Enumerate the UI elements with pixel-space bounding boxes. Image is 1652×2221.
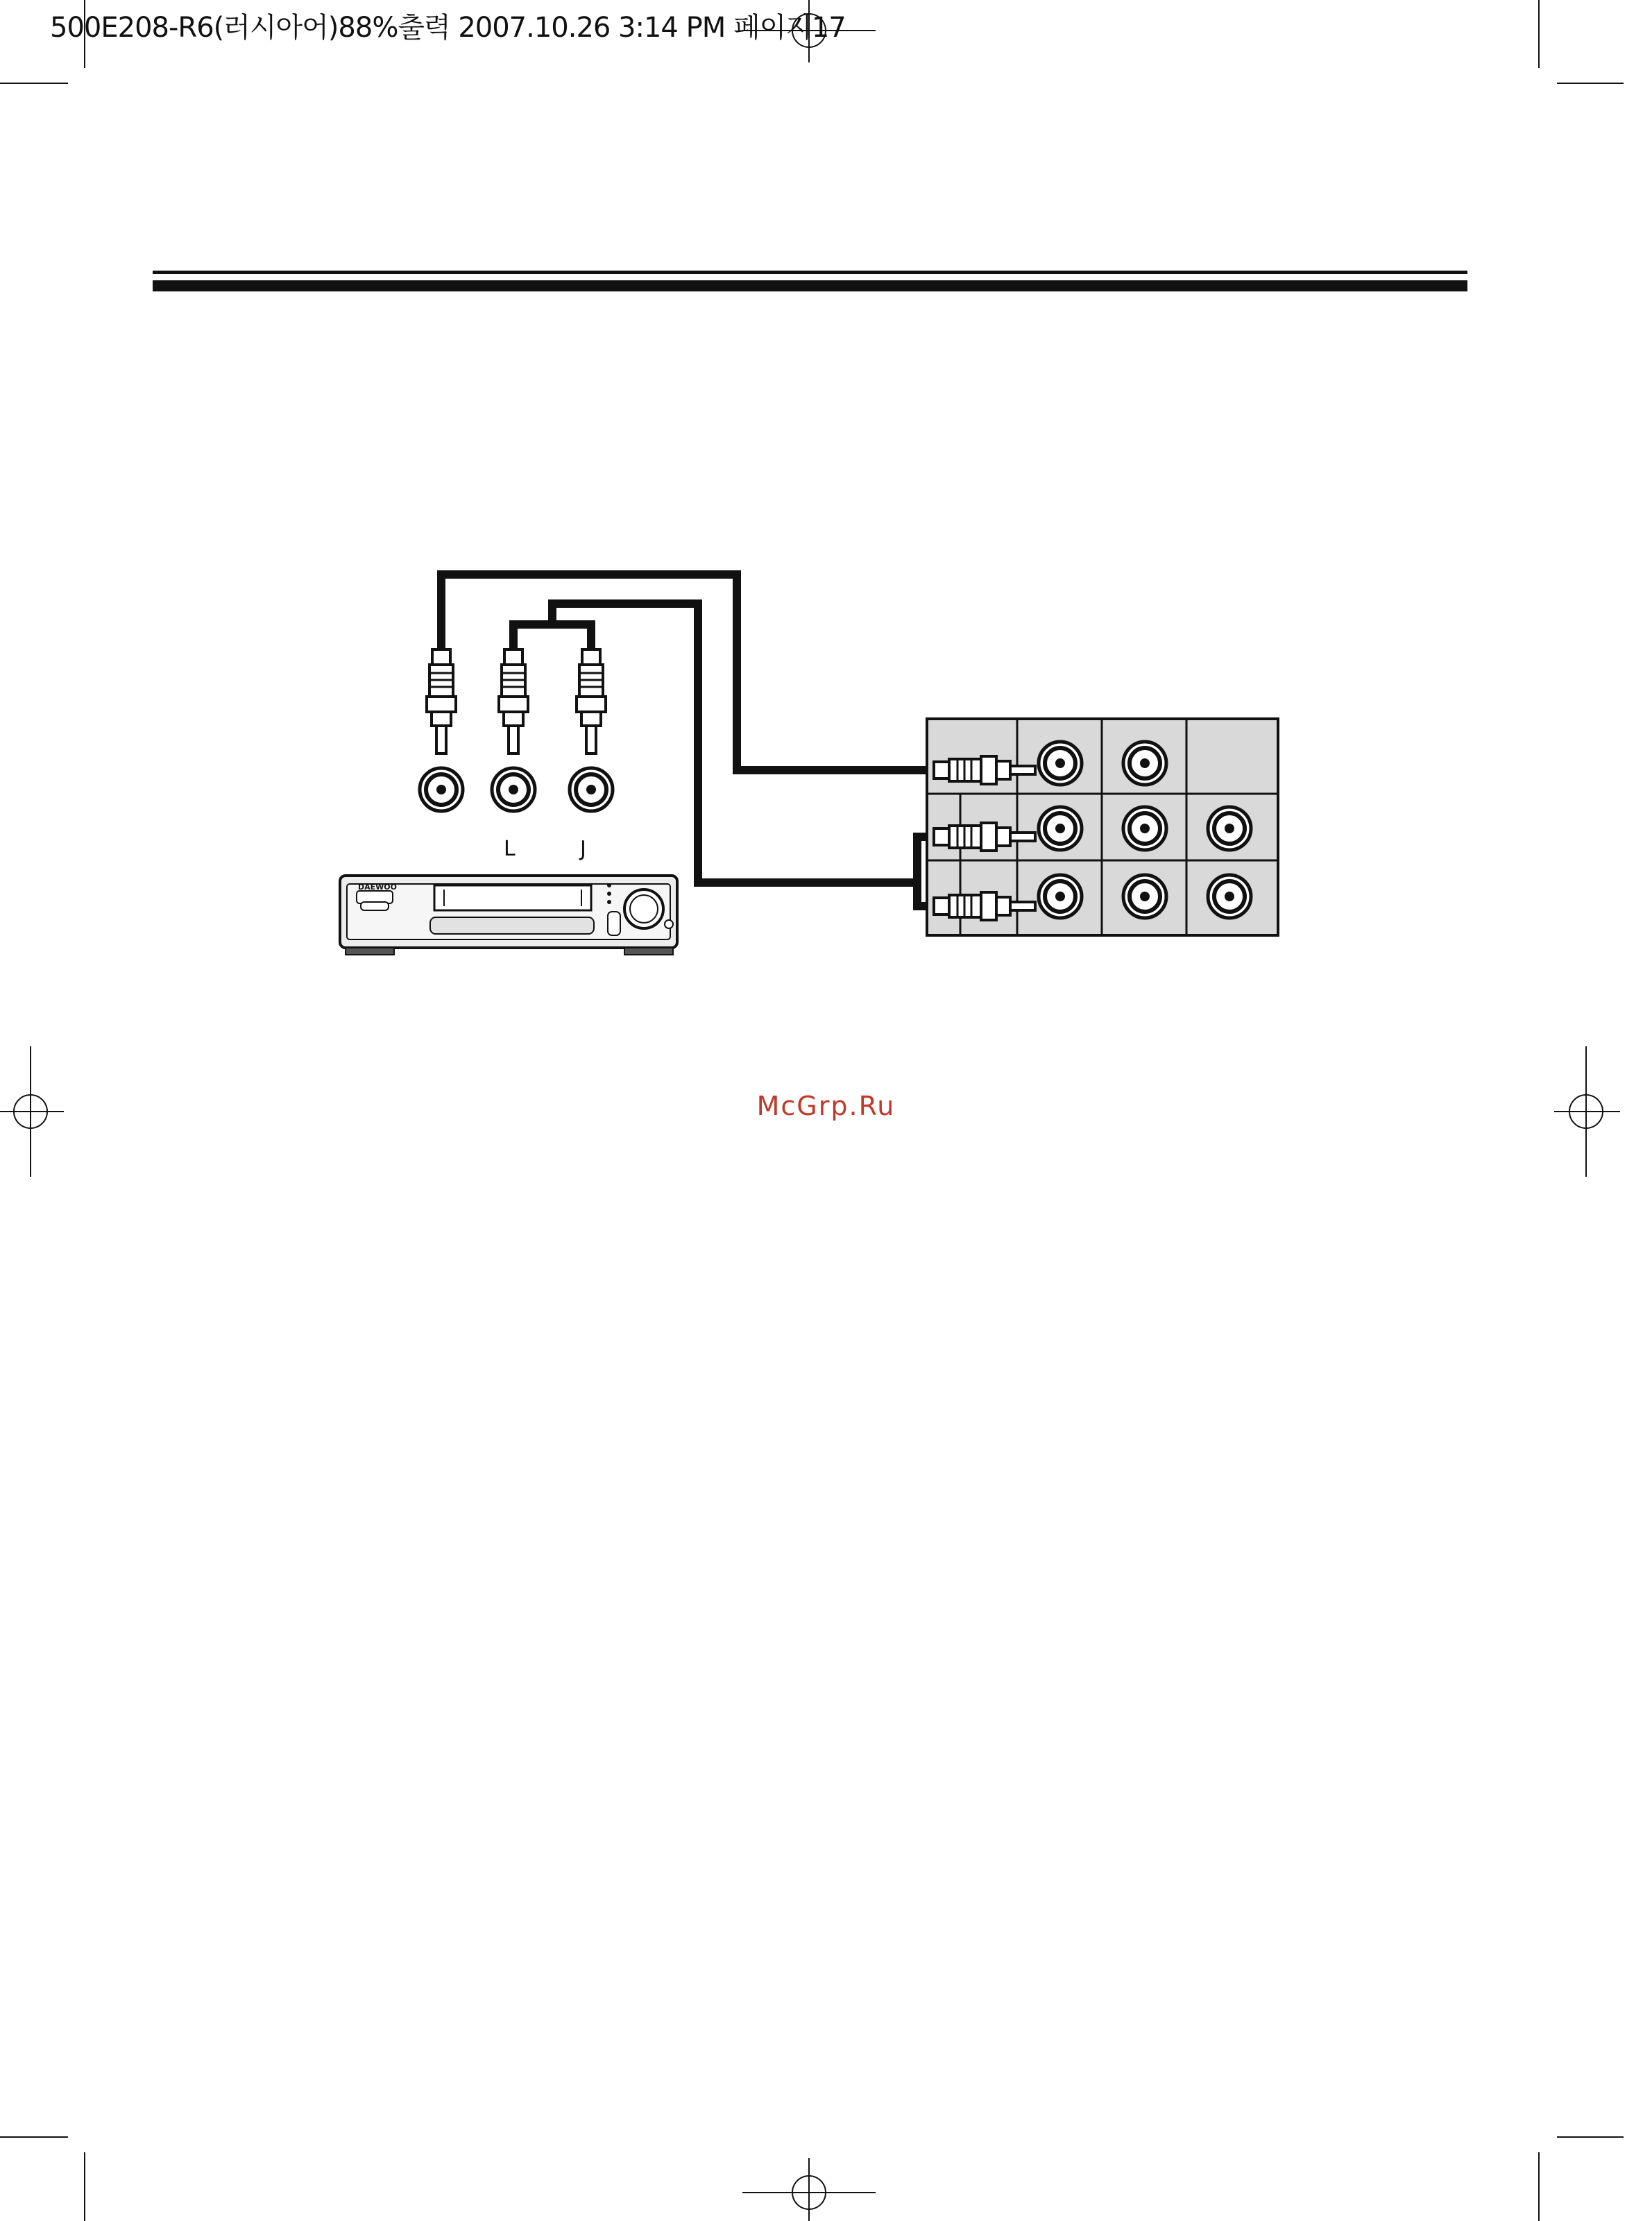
audio-left-bracket: L: [504, 837, 516, 861]
vcr-plug-audio-left: [499, 649, 528, 754]
audio-right-bracket: J: [580, 837, 586, 861]
registration-mark-top: [742, 0, 876, 62]
vcr-jack-video: [420, 768, 463, 811]
watermark-link[interactable]: McGrp.Ru: [756, 1091, 896, 1121]
vcr-brand-label: DAEWOO: [358, 883, 397, 892]
vcr-jack-audio-right: [570, 768, 613, 811]
vcr-plug-audio-right: [577, 649, 606, 754]
print-header: 500E208-R6(러시아어)88%출력 2007.10.26 3:14 PM 페이지17: [50, 12, 846, 44]
vcr-unit: [340, 876, 677, 955]
title-rule: [153, 271, 1467, 291]
registration-mark-bottom: [742, 2158, 876, 2221]
vcr-plug-video: [427, 649, 456, 754]
vcr-jack-audio-left: [492, 768, 535, 811]
